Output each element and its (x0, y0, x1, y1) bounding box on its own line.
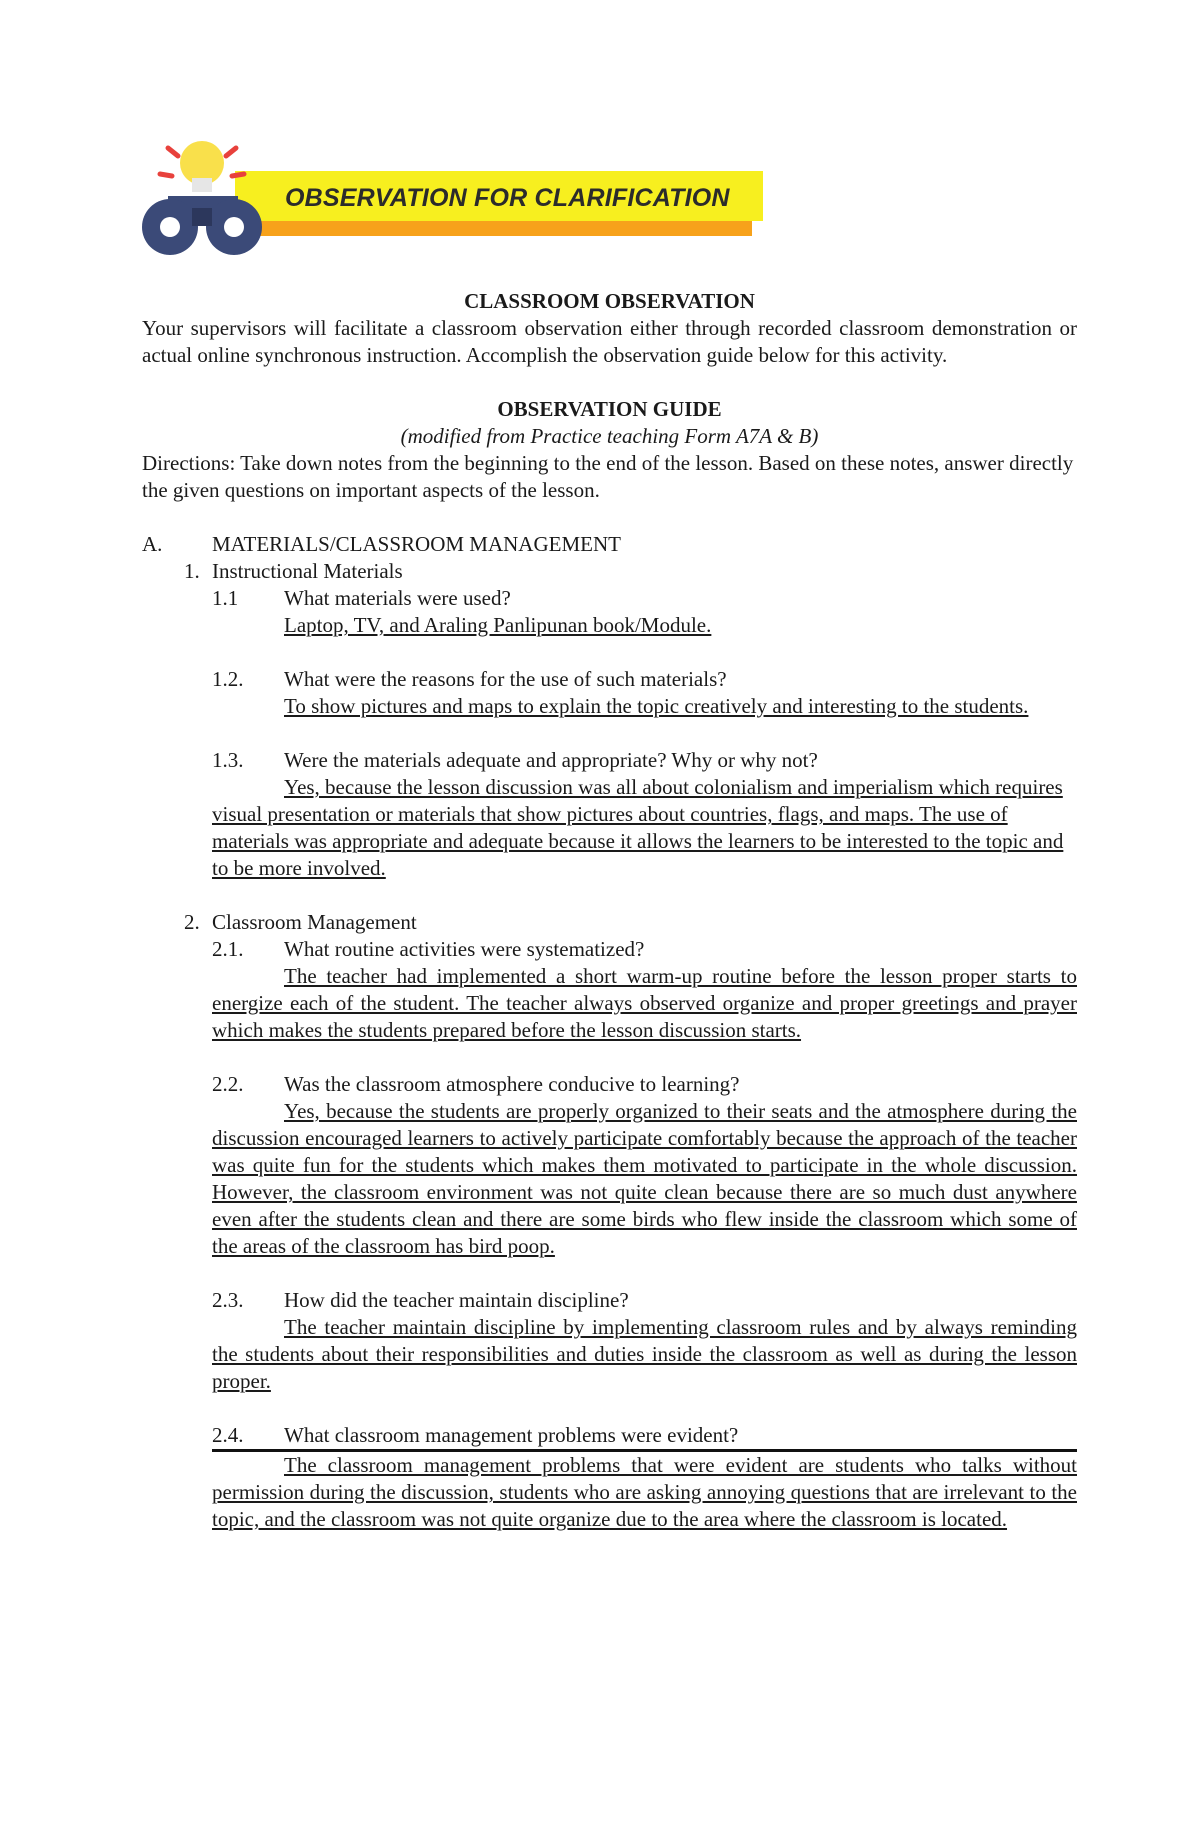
section-a-title: MATERIALS/CLASSROOM MANAGEMENT (212, 532, 621, 556)
question-number: 2.4. (212, 1423, 244, 1447)
question-1-2 (142, 666, 1077, 693)
question-number: 2.3. (212, 1288, 244, 1312)
question-text: What classroom management problems were evident? (284, 1423, 739, 1447)
question-text: What materials were used? (284, 586, 511, 610)
answer-2-3: The teacher maintain discipline by implementing classroom rules and by always reminding the students about their responsibilities and duties inside the classroom as well as during the lesson proper. (212, 1315, 1077, 1393)
question-2-4 (142, 1422, 1077, 1449)
question-2-1 (142, 936, 1077, 963)
question-text: What were the reasons for the use of such materials? (284, 667, 727, 691)
question-text: What routine activities were systematized? (284, 937, 645, 961)
question-1-3 (142, 747, 1077, 774)
question-2-2 (142, 1071, 1077, 1098)
question-2-3 (142, 1287, 1077, 1314)
document-body (142, 288, 1077, 1533)
section-a-heading (142, 531, 1077, 558)
part-2-title: Classroom Management (212, 910, 417, 934)
guide-subtitle: (modified from Practice teaching Form A7A & B) (400, 424, 819, 448)
question-number: 1.1 (212, 586, 239, 610)
guide-directions: Directions: Take down notes from the beginning to the end of the lesson. Based on these notes, answer directly the given questions on important aspects of the lesson. (142, 451, 1074, 502)
part-2-heading (142, 909, 1077, 936)
banner-title: OBSERVATION FOR CLARIFICATION (285, 184, 730, 212)
answer-1-2: To show pictures and maps to explain the topic creatively and interesting to the students. (284, 694, 1029, 718)
answer-2-4: The classroom management problems that were evident are students who talks without permission during the discussion, students who are asking annoying questions that are irrelevant to the topic, and the classroom was not quite organize due to the area where the classroom is located. (212, 1449, 1077, 1533)
question-number: 1.2. (212, 667, 244, 691)
question-text: How did the teacher maintain discipline? (284, 1288, 629, 1312)
answer-2-1: The teacher had implemented a short warm-up routine before the lesson proper starts to energize each of the student. The teacher always observed organize and proper greetings and prayer which makes the students prepared before the lesson discussion starts. (212, 964, 1077, 1042)
part-1-number: 1. (184, 559, 200, 583)
question-text: Was the classroom atmosphere conducive to learning? (284, 1072, 740, 1096)
page-heading: CLASSROOM OBSERVATION (464, 289, 755, 313)
section-a-label: A. (142, 532, 163, 556)
question-text: Were the materials adequate and appropriate? Why or why not? (284, 748, 818, 772)
intro-paragraph: Your supervisors will facilitate a classroom observation either through recorded classroom demonstration or actual online synchronous instruction. Accomplish the observation guide below for this activity. (142, 316, 1077, 367)
answer-1-3: Yes, because the lesson discussion was all about colonialism and imperialism which requires visual presentation or materials that show pictures about countries, flags, and maps. The use of materials was appropriate and adequate because it allows the learners to be interested to the topic and to be more involved. (212, 775, 1064, 880)
answer-1-1: Laptop, TV, and Araling Panlipunan book/Module. (284, 613, 712, 637)
part-1-title: Instructional Materials (212, 559, 403, 583)
answer-2-2: Yes, because the students are properly organized to their seats and the atmosphere during the discussion encouraged learners to actively participate comfortably because the approach of the teacher was quite fun for the students which makes them motivated to participate in the whole discussion. However, the classroom environment was not quite clean because there are so much dust anywhere even after the students clean and there are some birds who flew inside the classroom which some of the areas of the classroom has bird poop. (212, 1099, 1077, 1258)
part-2-number: 2. (184, 910, 200, 934)
question-1-1 (142, 585, 1077, 612)
part-1-heading (142, 558, 1077, 585)
question-number: 1.3. (212, 748, 244, 772)
question-number: 2.2. (212, 1072, 244, 1096)
guide-title: OBSERVATION GUIDE (497, 397, 722, 421)
observation-banner (140, 138, 770, 258)
question-number: 2.1. (212, 937, 244, 961)
